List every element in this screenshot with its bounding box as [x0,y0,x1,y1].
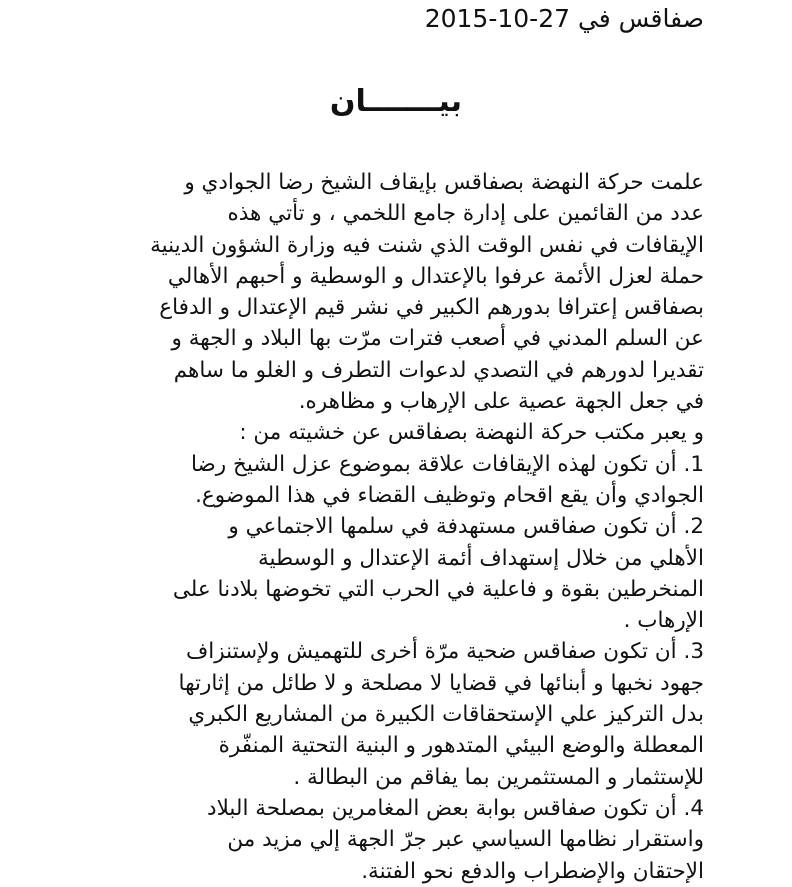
date-line: صفاقس في 27-10-2015 [424,4,704,33]
list-item-4-line: الإحتقان والإضطراب والدفع نحو الفتنة. [361,858,704,884]
list-item-3-line: بدل التركيز علي الإستحقاقات الكبيرة من المشاريع الكبري [188,702,704,728]
body-line: في جعل الجهة عصية على الإرهاب و مظاهره. [298,389,704,415]
list-item-4-line: 4. أن تكون صفاقس بوابة بعض المغامرين بمصلحة البلاد [207,795,704,821]
list-item-3-line: للإستثمار و المستثمرين بما يفاقم من البطالة . [293,764,704,790]
body-line: الإيقافات في نفس الوقت الذي شنت فيه وزارة الشؤون الدينية [150,232,704,258]
list-item-1-line: الجوادي وأن يقع اقحام وتوظيف القضاء في هذا الموضوع. [195,482,704,508]
body-line: بصفاقس إعترافا بدورهم الكبير في نشر قيم الإعتدال و الدفاع [159,295,704,321]
body-line: حملة لعزل الأئمة عرفوا بالإعتدال و الوسطية و أحبهم الأهالي [167,263,704,289]
list-item-2-line: الإرهاب . [623,608,704,634]
document-title: بيـــــــان [329,84,463,119]
list-item-1-line: 1. أن تكون لهذه الإيقافات علاقة بموضوع عزل الشيخ رضا [190,451,704,477]
list-item-2-line: 2. أن تكون صفاقس مستهدفة في سلمها الاجتماعي و [228,514,704,540]
body-line: عن السلم المدني في أصعب فترات مرّت بها البلاد و الجهة و [171,326,704,352]
body-line: عدد من القائمين على إدارة جامع اللخمي ، و تأتي هذه [227,201,704,227]
list-item-4-line: واستقرار نظامها السياسي عبر جرّ الجهة إلي مزيد من [227,827,704,853]
body-line: و يعبر مكتب حركة النهضة بصفاقس عن خشيته من : [239,420,704,446]
statement-body [98,167,704,887]
list-item-3-line: جهود نخبها و أبنائها في قضايا لا مصلحة و لا طائل من إثارتها [178,670,704,696]
list-item-3-line: المعطلة والوضع البيئي المتدهور و البنية التحتية المنفّرة [218,733,704,759]
body-line: علمت حركة النهضة بصفاقس بإيقاف الشيخ رضا الجوادي و [184,170,704,195]
list-item-2-line: الأهلي من خلال إستهداف أئمة الإعتدال و الوسطية [257,545,704,571]
body-line: تقديرا لدورهم في التصدي لدعوات التطرف و الغلو ما ساهم [173,357,704,383]
list-item-2-line: المنخرطين بقوة و فاعلية في الحرب التي تخوضها بلادنا على [172,576,704,602]
list-item-3-line: 3. أن تكون صفاقس ضحية مرّة أخرى للتهميش ولإستنزاف [186,639,704,665]
